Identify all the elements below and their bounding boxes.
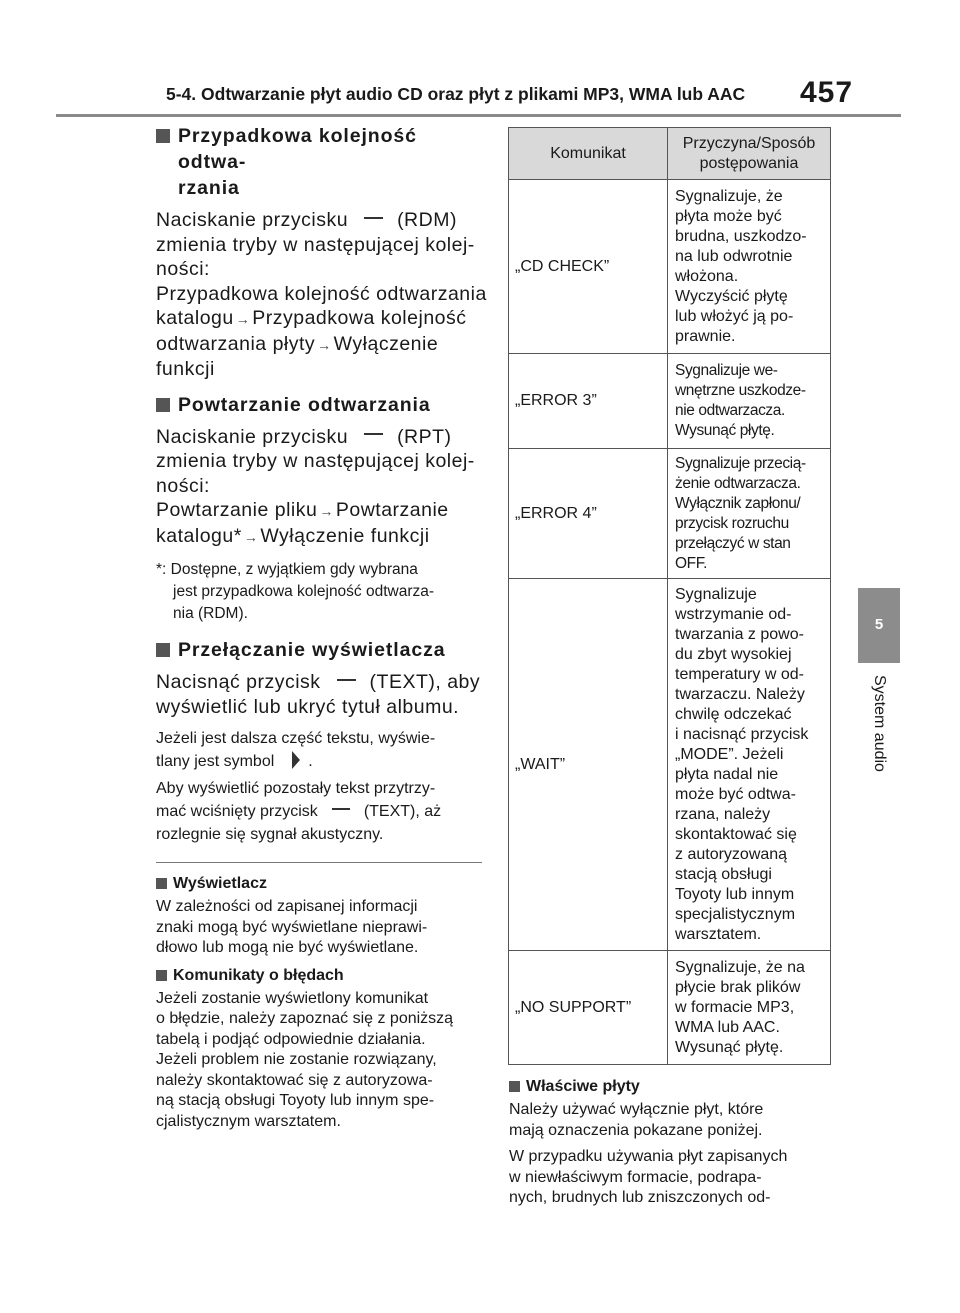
table-row [509, 579, 831, 951]
section-heading-display-switch: Przełączanie wyświetlacza [156, 637, 482, 663]
info-heading-error-messages: Komunikaty o błędach [156, 965, 482, 987]
chapter-label [866, 675, 892, 795]
table-row [509, 180, 831, 354]
cause-cell: Sygnalizuje, że na płycie brak plików w formacie MP3, WMA lub AAC. Wysunąć płytę. [668, 951, 831, 1065]
display-switch-description: Nacisnąć przycisk (TEXT), aby wyświetlić lub ukryć tytuł albumu. [156, 671, 481, 718]
section-heading-repeat: Powtarzanie odtwarzania [156, 392, 482, 418]
section-heading-random: Przypadkowa kolejność odtwa- rzania [156, 123, 482, 201]
more-text-note: Jeżeli jest dalsza część tekstu, wyświe- tlany jest symbol . [156, 730, 436, 770]
arrow-right-icon: → [317, 336, 332, 353]
square-bullet-icon [156, 129, 170, 143]
display-info: W zależności od zapisanej informacji znaki mogą być wyświetlane nieprawi- dłowo lub mogą nie być wyświetlane. [156, 898, 428, 956]
proper-discs-info-1: Należy używać wyłącznie płyt, które mają oznaczenia pokazane poniżej. [509, 1101, 764, 1139]
chapter-number: 5 [874, 616, 884, 633]
table-header-message: Komunikat [509, 128, 668, 180]
table-row [509, 951, 831, 1065]
left-column [156, 123, 487, 1138]
message-cell: „ERROR 4” [509, 449, 668, 579]
more-text-symbol-icon [292, 751, 300, 769]
cause-cell: Sygnalizuje we- wnętrzne uszkodze- nie odtwarzacza. Wysunąć płytę. [668, 354, 831, 449]
message-cell: „CD CHECK” [509, 180, 668, 354]
rdm-button-icon [364, 217, 383, 219]
rpt-button-icon [364, 433, 383, 435]
error-messages-info: Jeżeli zostanie wyświetlony komunikat o błędzie, należy zapoznać się z poniższą tabelą i podjąć odpowiednie działania. Jeżeli problem nie zostanie rozwiązany, należy skontaktować się z autoryzowa- ną stacją obsługi Toyoty lub innym spe- cjalistycznym warsztatem. [156, 989, 454, 1130]
right-column-bottom [509, 1076, 839, 1215]
info-heading-display: Wyświetlacz [156, 873, 482, 895]
arrow-right-icon: → [243, 528, 259, 545]
square-bullet-icon [156, 970, 167, 981]
square-bullet-icon [156, 878, 167, 889]
footnote: *: Dostępne, z wyjątkiem gdy wybrana jest przypadkowa kolejność odtwarza- nia (RDM). [156, 561, 435, 622]
error-messages-table [508, 127, 831, 1065]
info-heading-proper-discs: Właściwe płyty [509, 1076, 839, 1098]
table-row [509, 449, 831, 579]
table-header-cause: Przyczyna/Sposób postępowania [668, 128, 831, 180]
random-description: Naciskanie przycisku (RDM) zmienia tryby w następującej kolej- ności: Przypadkowa kolejność odtwarzania katalogu → Przypadkowa kolejność odtwarzania płyty → Wyłączenie funkcji [156, 209, 487, 380]
message-cell: „NO SUPPORT” [509, 951, 668, 1065]
cause-cell: Sygnalizuje, że płyta może być brudna, uszkodzo- na lub odwrotnie włożona. Wyczyścić płytę lub włożyć ją po- prawnie. [668, 180, 831, 354]
chapter-label-text: System audio [871, 675, 888, 772]
arrow-right-icon: → [235, 311, 251, 327]
square-bullet-icon [509, 1081, 520, 1092]
table-row [509, 354, 831, 449]
table-header-row [509, 128, 831, 180]
chapter-tab [858, 588, 900, 663]
proper-discs-info-2: W przypadku używania płyt zapisanych w niewłaściwym formacie, podrapa- nych, brudnych lub zniszczonych od- [509, 1148, 788, 1206]
message-cell: „ERROR 3” [509, 354, 668, 449]
arrow-right-icon: → [319, 503, 334, 519]
section-divider [156, 862, 482, 863]
text-button-icon [332, 808, 350, 810]
message-cell: „WAIT” [509, 579, 668, 951]
header-rule [56, 114, 901, 117]
repeat-description: Naciskanie przycisku (RPT) zmienia tryby w następującej kolej- ności: Powtarzanie pliku → Powtarzanie katalogu* → Wyłączenie funkcji [156, 425, 475, 547]
square-bullet-icon [156, 398, 170, 412]
running-header-title: 5-4. Odtwarzanie płyt audio CD oraz płyt z plikami MP3, WMA lub AAC [166, 84, 746, 104]
cause-cell: Sygnalizuje wstrzymanie od- twarzania z powo- du zbyt wysokiej temperatury w od- twarzaczu. Należy chwilę odczekać i nacisnąć przycisk „MODE”. Jeżeli płyta nadal nie może być odtwa- rzana, należy skontaktować się z autoryzowaną stacją obsługi Toyoty lub innym specjalistycznym warsztatem. [668, 579, 831, 951]
cause-cell: Sygnalizuje przecią- żenie odtwarzacza. Wyłącznik zapłonu/ przycisk rozruchu przełączyć w stan OFF. [668, 449, 831, 579]
scroll-text-note: Aby wyświetlić pozostały tekst przytrzy- mać wciśnięty przycisk (TEXT), aż rozlegnie się sygnał akustyczny. [156, 780, 442, 843]
square-bullet-icon [156, 643, 170, 657]
page-number: 457 [800, 76, 854, 109]
text-button-icon [337, 679, 356, 681]
